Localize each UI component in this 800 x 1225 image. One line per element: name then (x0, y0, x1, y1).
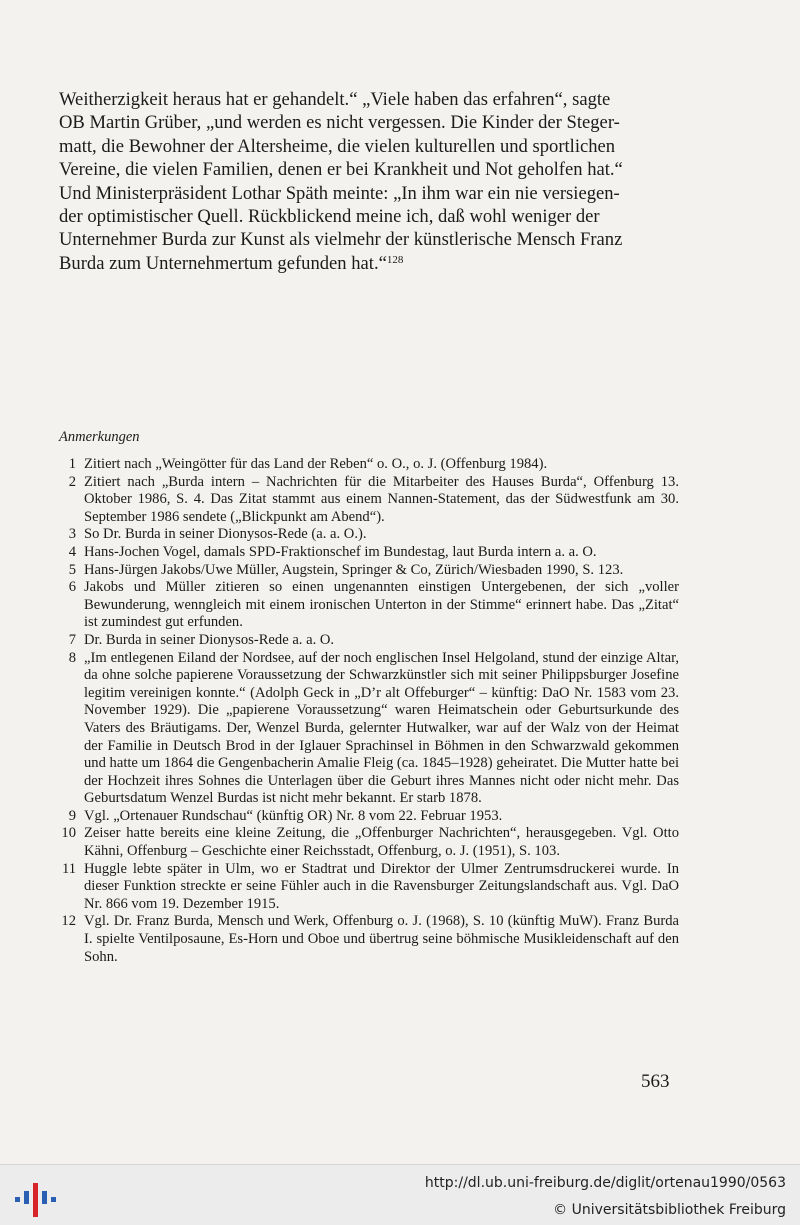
note-text: „Im entlegenen Eiland der Nordsee, auf der noch englischen Insel Helgoland, stund der einzige Altar, da ohne solche papierene Voraussetzung der Schwarzkünstler sich mit seiner Philippsburger Josefine legitim vereinigen konnte.“ (Adolph Geck in „D’r alt Offeburger“ – künftig: DaO Nr. 1583 vom 23. November 1929). Die „papierene Voraussetzung“ waren Heimatschein oder Geburtsurkunde des Vaters des Bräutigams. Der, Wenzel Burda, gelernter Hutwalker, war auf der Walz von der Heimat der Familie in Deutsch Brod in der Iglauer Sprachinsel in Böhmen in den Schwarzwald gekommen und hatte um 1864 die Gengenbacherin Amalie Fleig (ca. 1845–1928) geheiratet. Die Mutter hatte bei der Hochzeit ihres Sohnes die Unterlagen über die Geburt ihres Mannes nicht oder nicht mehr. Das Geburtsdatum Wenzel Burdas ist nicht mehr bekannt. Er starb 1878. (84, 649, 679, 807)
note-item (59, 526, 679, 544)
copyright-text: © Universitätsbibliothek Freiburg (553, 1202, 786, 1218)
note-item (59, 474, 679, 527)
note-item (59, 562, 679, 580)
note-text: Huggle lebte später in Ulm, wo er Stadtrat und Direktor der Ulmer Zentrumsdruckerei wurde. In dieser Funktion streckte er seine Fühler auch in die Ravensburger Zeitungslandschaft aus. Vgl. DaO Nr. 866 vom 19. Dezember 1915. (84, 860, 679, 912)
note-number: 2 (68, 473, 76, 490)
library-logo-icon (12, 1175, 58, 1221)
note-item (59, 825, 679, 860)
body-line-text: Burda zum Unternehmertum gefunden hat.“ (59, 252, 387, 274)
note-number: 10 (61, 825, 76, 842)
note-item (59, 456, 679, 474)
body-line: Weitherzigkeit heraus hat er gehandelt.“ „Viele haben das erfahren“, sagte (59, 89, 611, 110)
note-number: 9 (68, 807, 76, 824)
notes-list (59, 456, 679, 966)
body-line: Und Ministerpräsident Lothar Späth meinte: „In ihm war ein nie versiegen- (59, 182, 620, 204)
body-line: der optimistischer Quell. Rückblickend meine ich, daß wohl weniger der (59, 206, 600, 228)
note-text: Hans-Jochen Vogel, damals SPD-Fraktionschef im Bundestag, laut Burda intern a. a. O. (84, 543, 597, 560)
page-number: 563 (641, 1071, 670, 1092)
note-text: Dr. Burda in seiner Dionysos-Rede a. a. O. (84, 631, 335, 648)
logo-bar (24, 1191, 29, 1204)
note-item (59, 808, 679, 826)
note-number: 5 (68, 561, 76, 578)
footnote-reference: 128 (386, 253, 404, 266)
note-number: 7 (68, 631, 76, 648)
note-number: 11 (61, 860, 76, 877)
logo-bar (51, 1197, 56, 1202)
source-url-link[interactable]: http://dl.ub.uni-freiburg.de/diglit/ortenau1990/0563 (424, 1175, 786, 1191)
note-number: 12 (61, 913, 76, 930)
note-number: 4 (68, 543, 76, 560)
logo-bar (15, 1197, 20, 1202)
body-line: OB Martin Grüber, „und werden es nicht vergessen. Die Kinder der Steger- (59, 112, 620, 134)
note-item (59, 632, 679, 650)
body-paragraph (59, 88, 681, 275)
note-text: Zeiser hatte bereits eine kleine Zeitung, die „Offenburger Nachrichten“, herausgegeben. Vgl. Otto Kähni, Offenburg – Geschichte einer Reichsstadt, Offenburg, o. J. (1951), S. 103. (84, 825, 679, 860)
body-line: Vereine, die vielen Familien, denen er bei Krankheit und Not geholfen hat.“ (59, 159, 623, 181)
logo-bar (33, 1183, 38, 1217)
note-item (59, 544, 679, 562)
note-text: Jakobs und Müller zitieren so einen ungenannten einstigen Untergebenen, der sich „voller Bewunderung, wenngleich mit einem ironischen Unterton in der Stimme“ erinnert habe. Das „Zitat“ ist zumindest gut erfunden. (84, 579, 679, 631)
notes-heading: Anmerkungen (59, 429, 140, 445)
note-number: 3 (68, 526, 76, 543)
note-item (59, 579, 679, 632)
note-text: Vgl. Dr. Franz Burda, Mensch und Werk, Offenburg o. J. (1968), S. 10 (künftig MuW). Franz Burda I. spielte Ventilposaune, Es-Horn und Oboe und übertrug seine böhmische Musikleidenschaft auf den Sohn. (84, 913, 679, 965)
note-text: Zitiert nach „Weingötter für das Land der Reben“ o. O., o. J. (Offenburg 1984). (84, 456, 548, 472)
logo-bar (42, 1191, 47, 1204)
note-text: Hans-Jürgen Jakobs/Uwe Müller, Augstein, Springer & Co, Zürich/Wiesbaden 1990, S. 123. (84, 561, 624, 578)
footer-bar (0, 1164, 800, 1225)
note-number: 6 (68, 579, 76, 596)
note-item (59, 861, 679, 914)
body-line: Unternehmer Burda zur Kunst als vielmehr der künstlerische Mensch Franz (59, 229, 623, 251)
note-item (59, 913, 679, 966)
note-item (59, 650, 679, 808)
body-line: matt, die Bewohner der Altersheime, die vielen kulturellen und sportlichen (59, 135, 616, 157)
note-number: 1 (68, 456, 76, 472)
note-text: Zitiert nach „Burda intern – Nachrichten für die Mitarbeiter des Hauses Burda“, Offenburg 13. Oktober 1986, S. 4. Das Zitat stammt aus einem Nannen-Statement, das der Südwestfunk am 30. September 1986 sendete („Blickpunkt am Abend“). (84, 473, 679, 525)
note-text: Vgl. „Ortenauer Rundschau“ (künftig OR) Nr. 8 vom 22. Februar 1953. (84, 807, 503, 824)
body-line-last (59, 252, 681, 275)
note-text: So Dr. Burda in seiner Dionysos-Rede (a. a. O.). (84, 526, 367, 543)
note-number: 8 (68, 649, 76, 666)
